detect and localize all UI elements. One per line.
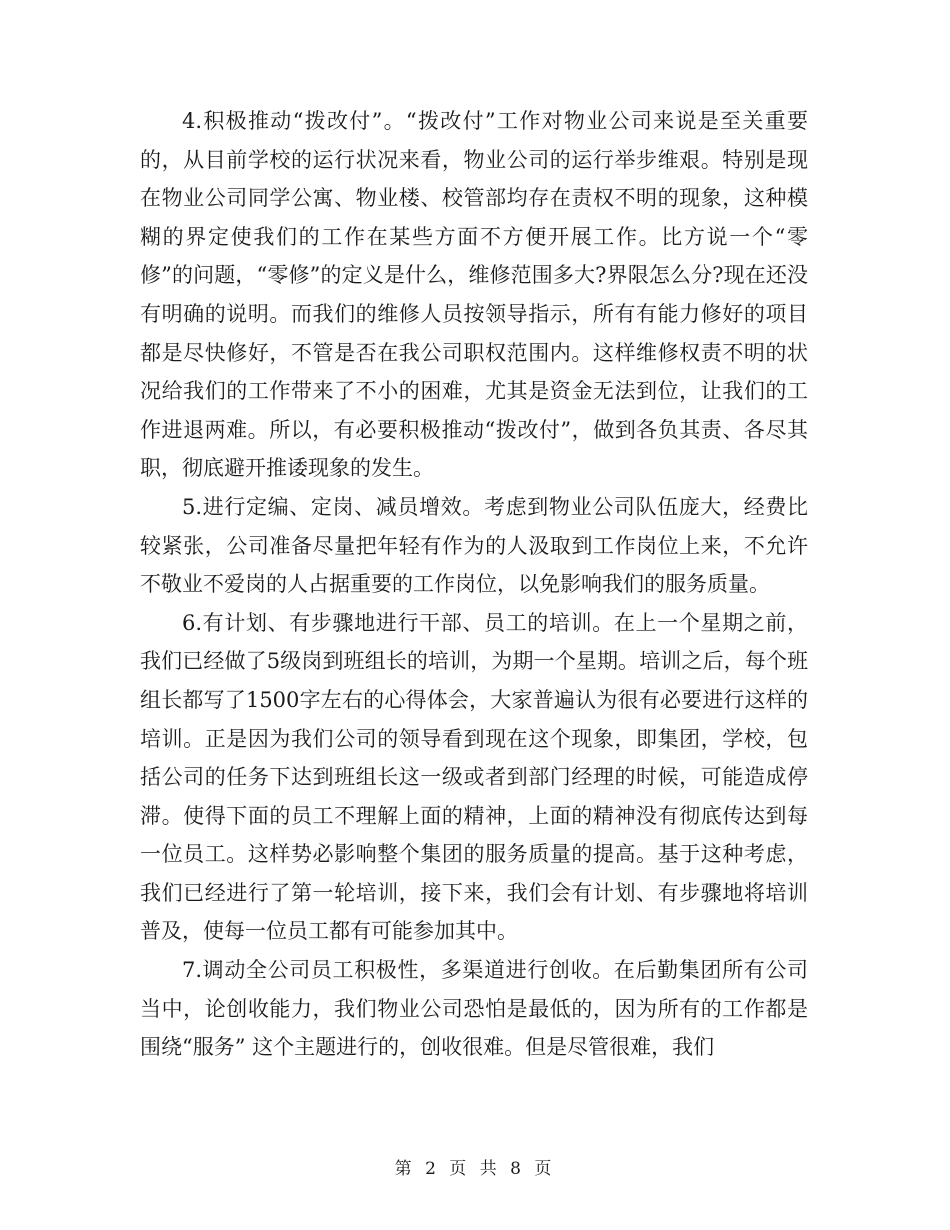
paragraph-item-5: 5.进行定编、定岗、减员增效。考虑到物业公司队伍庞大，经费比较紧张，公司准备尽量把年轻有作为的人汲取到工作岗位上来，不允许不敬业不爱岗的人占据重要的工作岗位，以免影响我们的服务质量。 (140, 494, 808, 597)
document-body (140, 102, 808, 1067)
paragraph-item-7: 7.调动全公司员工积极性，多渠道进行创收。在后勤集团所有公司当中，论创收能力，我们物业公司恐怕是最低的，因为所有的工作都是围绕“服务” 这个主题进行的，创收很难。但是尽管很难，我们 (140, 958, 808, 1060)
paragraph-item-6: 6.有计划、有步骤地进行干部、员工的培训。在上一个星期之前，我们已经做了5级岗到班组长的培训，为期一个星期。培训之后，每个班组长都写了1500字左右的心得体会，大家普遍认为很有必要进行这样的培训。正是因为我们公司的领导看到现在这个现象，即集团，学校，包括公司的任务下达到班组长这一级或者到部门经理的时候，可能造成停滞。使得下面的员工不理解上面的精神，上面的精神没有彻底传达到每一位员工。这样势必影响整个集团的服务质量的提高。基于这种考虑，我们已经进行了第一轮培训，接下来，我们会有计划、有步骤地将培训普及，使每一位员工都有可能参加其中。 (140, 610, 808, 944)
page-number-footer: 第 2 页 共 8 页 (394, 1159, 556, 1179)
paragraph-item-4: 4.积极推动“拨改付”。“拨改付”工作对物业公司来说是至关重要的，从目前学校的运行状况来看，物业公司的运行举步维艰。特别是现在物业公司同学公寓、物业楼、校管部均存在责权不明的现象，这种模糊的界定使我们的工作在某些方面不方便开展工作。比方说一个“零修”的问题，“零修”的定义是什么，维修范围多大?界限怎么分?现在还没有明确的说明。而我们的维修人员按领导指示，所有有能力修好的项目都是尽快修好，不管是否在我公司职权范围内。这样维修权责不明的状况给我们的工作带来了不小的困难，尤其是资金无法到位，让我们的工作进退两难。所以，有必要积极推动“拨改付”，做到各负其责、各尽其职，彻底避开推诿现象的发生。 (140, 109, 808, 481)
